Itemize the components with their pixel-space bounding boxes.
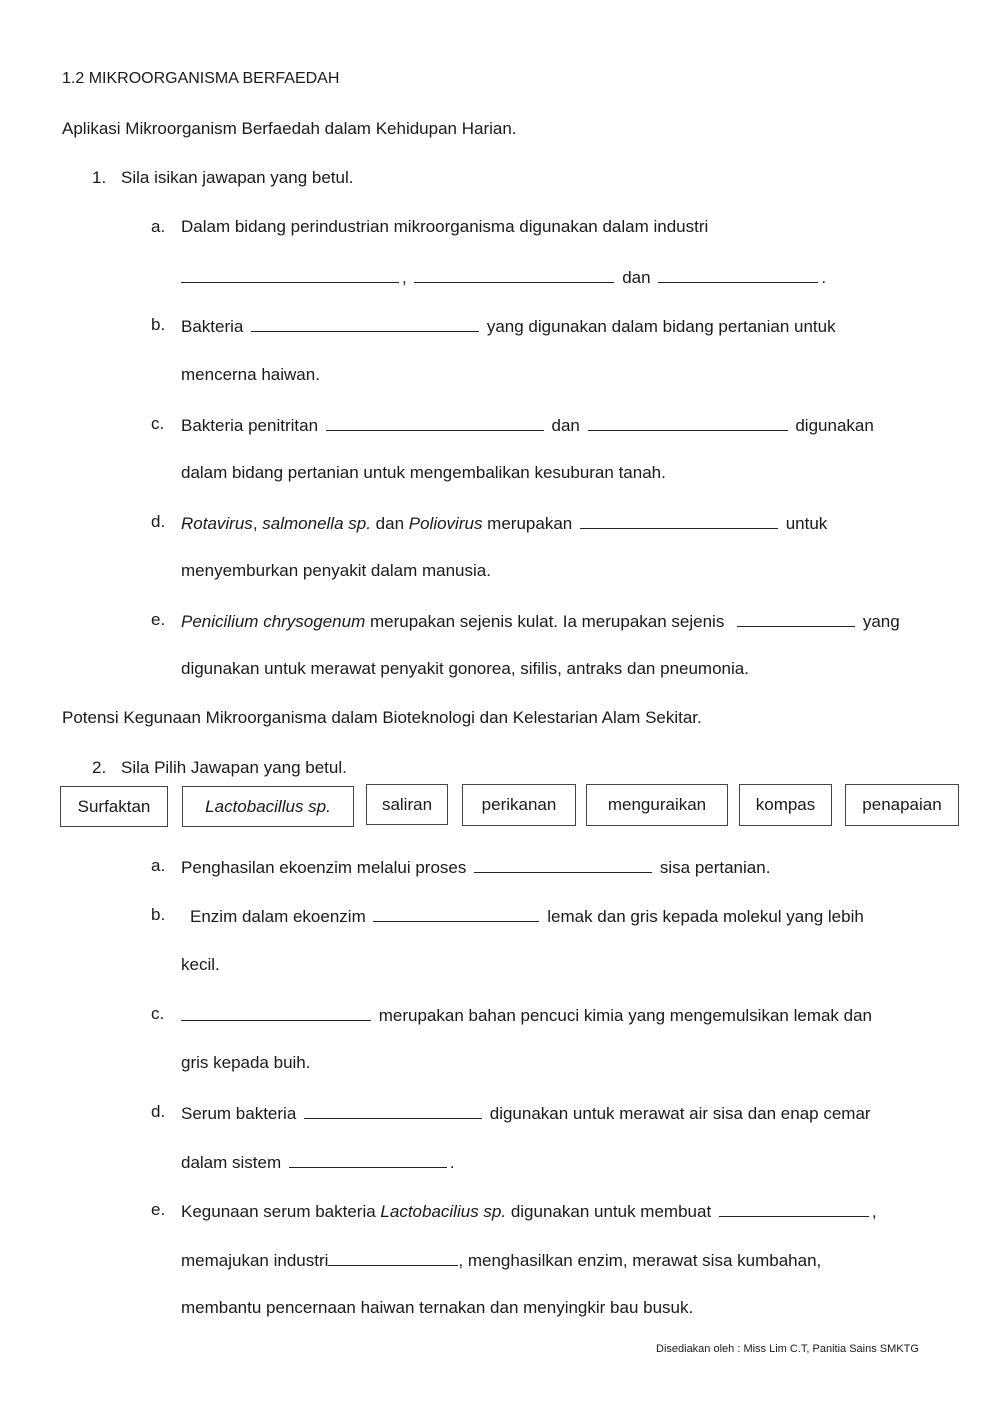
item-2d-line2 [181,1151,455,1173]
term-poliovirus: Poliovirus [408,514,483,533]
item-1c-post: digunakan [795,416,874,435]
item-2d-letter: d. [151,1102,166,1121]
option-lactobacillus[interactable]: Lactobacillus sp. [182,786,354,827]
blank-2a[interactable] [474,856,652,873]
item-1b-line1 [181,315,836,337]
footer-credit: Disediakan oleh : Miss Lim C.T, Panitia Sains SMKTG [656,1343,919,1355]
item-1a-line2 [181,266,826,288]
question-2-number: 2. [92,758,107,777]
item-2b-line1 [190,905,864,927]
blank-1b[interactable] [251,315,479,332]
item-2b-line2: kecil. [181,955,220,974]
item-1b-pre: Bakteria [181,317,244,336]
blank-1e[interactable] [737,610,855,627]
item-2e-line3: membantu pencernaan haiwan ternakan dan menyingkir bau busuk. [181,1298,694,1317]
blank-2d-2[interactable] [289,1151,447,1168]
item-2b-pre: Enzim dalam ekoenzim [190,907,366,926]
item-1c-letter: c. [151,414,165,433]
option-surfaktan[interactable]: Surfaktan [60,786,168,827]
option-perikanan[interactable]: perikanan [462,784,576,826]
item-2e-line1 [181,1200,877,1222]
item-2e-text2: digunakan untuk membuat [506,1202,712,1221]
blank-1d[interactable] [580,512,778,529]
blank-1c-2[interactable] [588,414,788,431]
option-menguraikan[interactable]: menguraikan [586,784,728,826]
option-penapaian[interactable]: penapaian [845,784,959,826]
item-2b-post: lemak dan gris kepada molekul yang lebih [547,907,864,926]
item-2e-l2post: , menghasilkan enzim, merawat sisa kumbahan, [458,1251,822,1270]
item-1a-letter: a. [151,217,166,236]
page-title: 1.2 MIKROORGANISMA BERFAEDAH [62,70,340,87]
item-1c-line2: dalam bidang pertanian untuk mengembalikan kesuburan tanah. [181,463,666,482]
item-2d-period: . [449,1153,455,1172]
blank-2d-1[interactable] [304,1102,482,1119]
item-1d-merupakan: merupakan [482,514,573,533]
item-1e-post: yang [862,612,900,631]
item-2d-line1 [181,1102,871,1124]
item-1d-letter: d. [151,512,166,531]
item-1c-dan: dan [551,416,580,435]
blank-2e-1[interactable] [719,1200,869,1217]
item-1d-dan: dan [370,514,409,533]
item-2e-letter: e. [151,1200,166,1219]
term-penicilium: Penicilium chrysogenum [181,612,366,631]
item-2c-letter: c. [151,1004,165,1023]
item-1e-line1 [181,610,900,632]
item-2d-post: digunakan untuk merawat air sisa dan enap cemar [489,1104,871,1123]
item-2d-l2pre: dalam sistem [181,1153,282,1172]
item-1d-comma: , [252,514,263,533]
item-2e-line2 [181,1249,821,1271]
item-1e-line2: digunakan untuk merawat penyakit gonorea, sifilis, antraks dan pneumonia. [181,659,749,678]
item-1b-post: yang digunakan dalam bidang pertanian untuk [486,317,836,336]
term-rotavirus: Rotavirus [181,514,253,533]
term-salmonella: salmonella sp. [262,514,371,533]
item-1a-dan: dan [622,268,651,287]
term-lactobacilius: Lactobacilius sp. [380,1202,507,1221]
blank-1c-1[interactable] [326,414,544,431]
blank-1a-2[interactable] [414,266,614,283]
item-1c-line1 [181,414,874,436]
item-1a-line1: Dalam bidang perindustrian mikroorganisma digunakan dalam industri [181,217,709,236]
item-1c-pre: Bakteria penitritan [181,416,319,435]
blank-2e-2[interactable] [328,1249,458,1266]
question-2-instruction: Sila Pilih Jawapan yang betul. [121,758,347,777]
item-2e-l2pre: memajukan industri [181,1251,329,1270]
item-1a-period: . [821,268,827,287]
item-2a-letter: a. [151,856,166,875]
item-2a-post: sisa pertanian. [659,858,771,877]
item-2e-comma: , [871,1202,877,1221]
item-1d-line1 [181,512,827,534]
option-kompas[interactable]: kompas [739,784,832,826]
blank-2b[interactable] [373,905,539,922]
item-2e-text1: Kegunaan serum bakteria [181,1202,381,1221]
item-1b-line2: mencerna haiwan. [181,365,320,384]
item-1e-letter: e. [151,610,166,629]
item-2a-line1 [181,856,770,878]
item-2c-line1 [181,1004,872,1026]
item-2c-post: merupakan bahan pencuci kimia yang mengemulsikan lemak dan [378,1006,873,1025]
item-2a-pre: Penghasilan ekoenzim melalui proses [181,858,467,877]
option-saliran[interactable]: saliran [366,784,448,825]
item-1e-text: merupakan sejenis kulat. Ia merupakan sejenis [365,612,725,631]
item-2c-line2: gris kepada buih. [181,1053,311,1072]
item-1d-line2: menyemburkan penyakit dalam manusia. [181,561,491,580]
section-2-heading: Potensi Kegunaan Mikroorganisma dalam Bioteknologi dan Kelestarian Alam Sekitar. [62,708,702,727]
blank-1a-3[interactable] [658,266,818,283]
item-2d-pre: Serum bakteria [181,1104,297,1123]
question-1-number: 1. [92,168,107,187]
blank-1a-1[interactable] [181,266,399,283]
item-1a-comma: , [402,268,407,287]
item-1d-post: untuk [785,514,828,533]
blank-2c[interactable] [181,1004,371,1021]
section-1-heading: Aplikasi Mikroorganism Berfaedah dalam Kehidupan Harian. [62,119,517,138]
item-1b-letter: b. [151,315,166,334]
item-2b-letter: b. [151,905,166,924]
question-1-instruction: Sila isikan jawapan yang betul. [121,168,354,187]
